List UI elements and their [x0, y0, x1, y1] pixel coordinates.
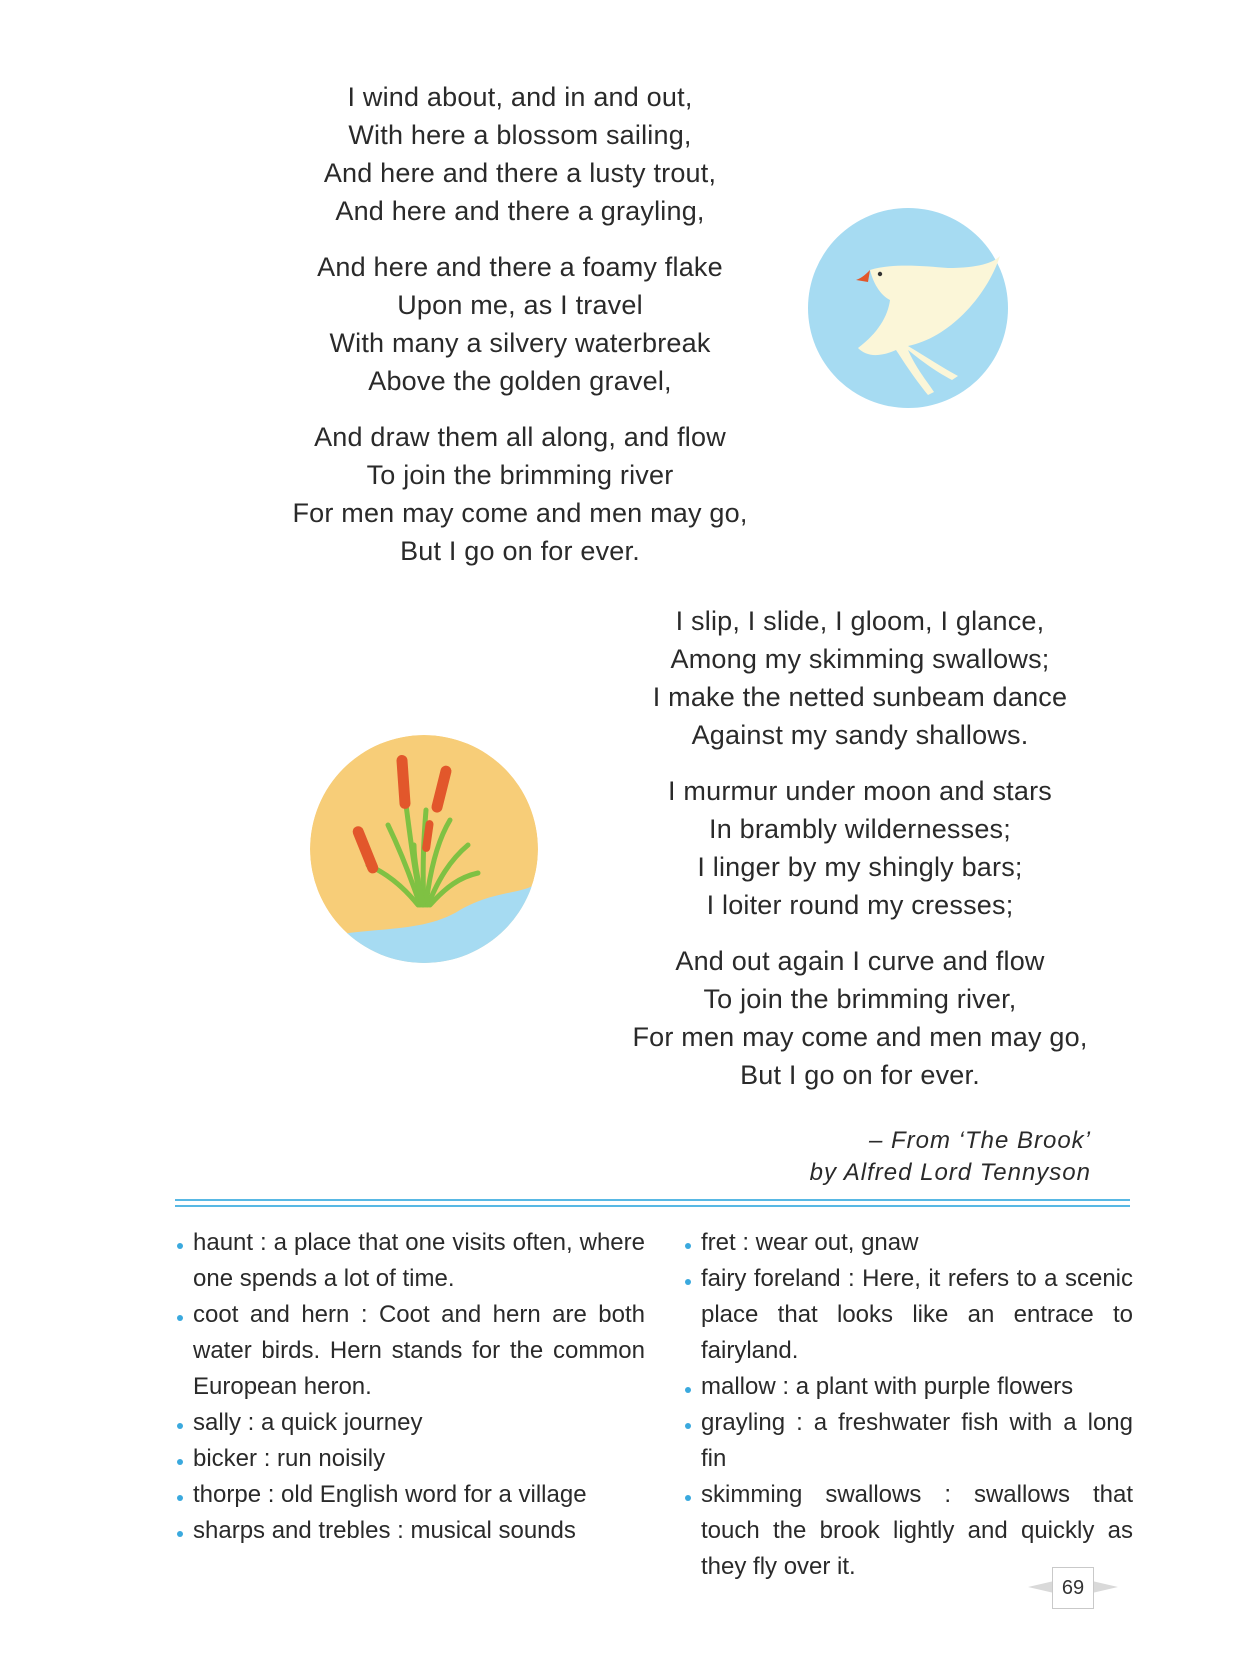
poem-line: For men may come and men may go,	[632, 1022, 1088, 1052]
glossary-divider-bottom	[175, 1205, 1130, 1207]
glossary-item: haunt : a place that one visits often, where one spends a lot of time.	[175, 1225, 645, 1297]
poem-line: In brambly wildernesses;	[709, 814, 1011, 844]
poem-line: And draw them all along, and flow	[314, 422, 726, 452]
glossary-item: grayling : a freshwater fish with a long fin	[683, 1405, 1133, 1477]
glossary-item: coot and hern : Coot and hern are both water birds. Hern stands for the common European heron.	[175, 1297, 645, 1405]
poem-line: With here a blossom sailing,	[348, 120, 692, 150]
poem-attribution	[810, 1125, 1091, 1189]
stanza-4	[630, 602, 1090, 754]
poem-line: And here and there a grayling,	[335, 196, 705, 226]
glossary-divider-top	[175, 1199, 1130, 1201]
stanza-1	[290, 78, 750, 230]
poem-line: For men may come and men may go,	[292, 498, 748, 528]
glossary-right-column	[683, 1225, 1133, 1585]
poem-line: To join the brimming river,	[703, 984, 1017, 1014]
poem-line: Upon me, as I travel	[397, 290, 643, 320]
bulrush-illustration	[310, 735, 538, 963]
poem-line: And here and there a foamy flake	[317, 252, 723, 282]
glossary-item: mallow : a plant with purple flowers	[683, 1369, 1133, 1405]
poem-stanzas-bottom	[630, 602, 1090, 1112]
poem-stanzas-top	[290, 78, 750, 588]
page-number: 69	[1052, 1567, 1094, 1609]
poem-line: Above the golden gravel,	[368, 366, 672, 396]
poem-line: I wind about, and in and out,	[347, 82, 693, 112]
poem-line: I loiter round my cresses;	[706, 890, 1014, 920]
stanza-2	[290, 248, 750, 400]
glossary-item: sharps and trebles : musical sounds	[175, 1513, 645, 1549]
poem-line: And here and there a lusty trout,	[323, 158, 717, 188]
poem-line: I make the netted sunbeam dance	[652, 682, 1068, 712]
poem-line: Among my skimming swallows;	[670, 644, 1050, 674]
swallow-illustration	[808, 208, 1008, 408]
stanza-3	[290, 418, 750, 570]
poem-line: Against my sandy shallows.	[691, 720, 1029, 750]
attribution-source: – From ‘The Brook’	[868, 1127, 1091, 1154]
glossary-item: fret : wear out, gnaw	[683, 1225, 1133, 1261]
poem-line: But I go on for ever.	[400, 536, 640, 566]
glossary-item: bicker : run noisily	[175, 1441, 645, 1477]
poem-line: And out again I curve and flow	[675, 946, 1045, 976]
glossary-item: skimming swallows : swallows that touch the brook lightly and quickly as they fly over it.	[683, 1477, 1133, 1585]
poem-line: But I go on for ever.	[740, 1060, 980, 1090]
poem-line: I murmur under moon and stars	[668, 776, 1052, 806]
glossary-item: thorpe : old English word for a village	[175, 1477, 645, 1513]
glossary-left-column	[175, 1225, 645, 1549]
stanza-5	[630, 772, 1090, 924]
poem-line: To join the brimming river	[366, 460, 674, 490]
glossary-item: fairy foreland : Here, it refers to a scenic place that looks like an entrace to fairyland.	[683, 1261, 1133, 1369]
attribution-author: by Alfred Lord Tennyson	[809, 1159, 1091, 1186]
stanza-6	[630, 942, 1090, 1094]
poem-line: I slip, I slide, I gloom, I glance,	[675, 606, 1045, 636]
glossary-item: sally : a quick journey	[175, 1405, 645, 1441]
poem-line: I linger by my shingly bars;	[697, 852, 1023, 882]
page-number-badge	[1028, 1567, 1118, 1611]
poem-line: With many a silvery waterbreak	[329, 328, 711, 358]
